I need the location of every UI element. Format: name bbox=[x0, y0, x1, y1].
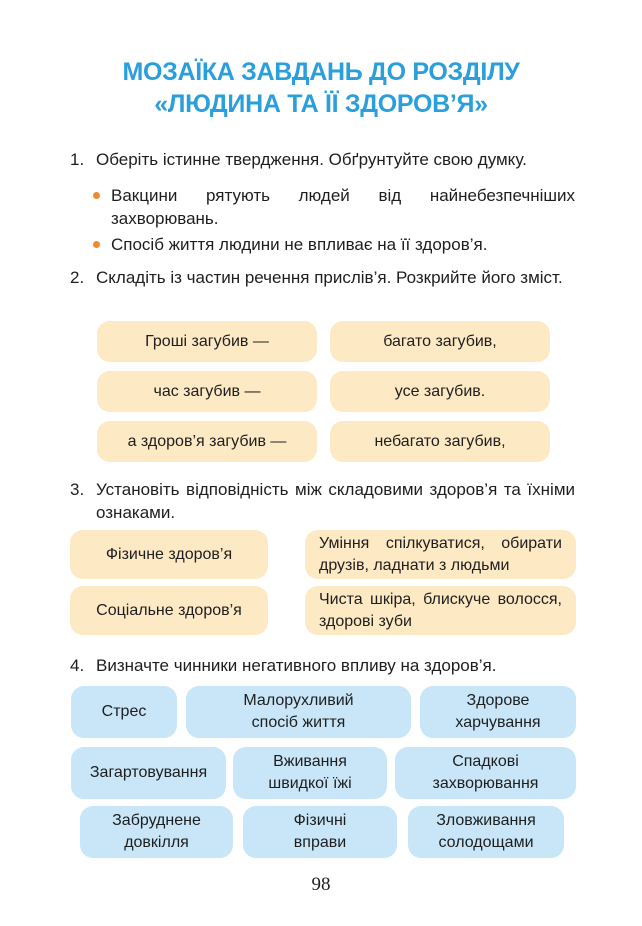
task-3-text: Установіть відповідність між складовими здоров’я та їхніми ознаками. bbox=[96, 480, 575, 522]
proverb-part-right-3[interactable]: небагато загубив, bbox=[330, 421, 550, 462]
task-2-text: Складіть із частин речення прислів’я. Розкрийте його зміст. bbox=[96, 268, 563, 287]
task-2 bbox=[70, 266, 575, 289]
task-1-number: 1. bbox=[70, 150, 85, 169]
task-4 bbox=[70, 654, 575, 677]
health-sign-communication-text: Уміння спілкуватися, обирати друзів, ладнати з людьми bbox=[319, 534, 562, 574]
health-sign-appearance[interactable] bbox=[305, 586, 576, 635]
page-number: 98 bbox=[311, 874, 331, 895]
proverb-part-left-3[interactable]: а здоров’я загубив — bbox=[97, 421, 317, 462]
task-1 bbox=[70, 148, 575, 171]
proverb-part-left-2[interactable]: час загубив — bbox=[97, 371, 317, 412]
task-1-bullet-1 bbox=[93, 184, 575, 230]
health-component-social[interactable]: Соціальне здоров’я bbox=[70, 586, 268, 635]
factor-heredity[interactable]: Спадкові захворювання bbox=[395, 747, 576, 799]
page-title-line-1: МОЗАЇКА ЗАВДАНЬ ДО РОЗДІЛУ bbox=[122, 58, 520, 86]
bullet-text: Вакцини рятують людей від найнебезпечніших захворювань. bbox=[111, 186, 575, 228]
factor-exercise[interactable]: Фізичні вправи bbox=[243, 806, 397, 858]
task-1-text: Оберіть істинне твердження. Обґрунтуйте свою думку. bbox=[96, 150, 527, 169]
proverb-part-right-1[interactable]: багато загубив, bbox=[330, 321, 550, 362]
task-2-number: 2. bbox=[70, 268, 85, 287]
factor-healthy-eating[interactable]: Здорове харчування bbox=[420, 686, 576, 738]
health-component-physical[interactable]: Фізичне здоров’я bbox=[70, 530, 268, 579]
task-4-text: Визначте чинники негативного впливу на здоров’я. bbox=[96, 656, 497, 675]
task-4-number: 4. bbox=[70, 656, 85, 675]
task-3-number: 3. bbox=[70, 480, 85, 499]
factor-polluted-environment[interactable]: Забруднене довкілля bbox=[80, 806, 233, 858]
health-sign-appearance-text: Чиста шкіра, блискуче волосся, здорові зуби bbox=[319, 590, 562, 630]
bullet-icon bbox=[93, 192, 100, 199]
factor-fast-food[interactable]: Вживання швидкої їжі bbox=[233, 747, 387, 799]
factor-sweets-abuse[interactable]: Зловживання солодощами bbox=[408, 806, 564, 858]
factor-sedentary-lifestyle[interactable]: Малорухливий спосіб життя bbox=[186, 686, 411, 738]
proverb-part-left-1[interactable]: Гроші загубив — bbox=[97, 321, 317, 362]
task-1-bullet-2 bbox=[93, 233, 575, 256]
proverb-part-right-2[interactable]: усе загубив. bbox=[330, 371, 550, 412]
task-3 bbox=[70, 478, 575, 524]
health-sign-communication[interactable] bbox=[305, 530, 576, 579]
factor-hardening[interactable]: Загартовування bbox=[71, 747, 226, 799]
page-title-line-2: «ЛЮДИНА ТА ЇЇ ЗДОРОВ’Я» bbox=[154, 90, 488, 118]
factor-stress[interactable]: Стрес bbox=[71, 686, 177, 738]
bullet-text: Спосіб життя людини не впливає на її здоров’я. bbox=[111, 235, 488, 254]
bullet-icon bbox=[93, 241, 100, 248]
